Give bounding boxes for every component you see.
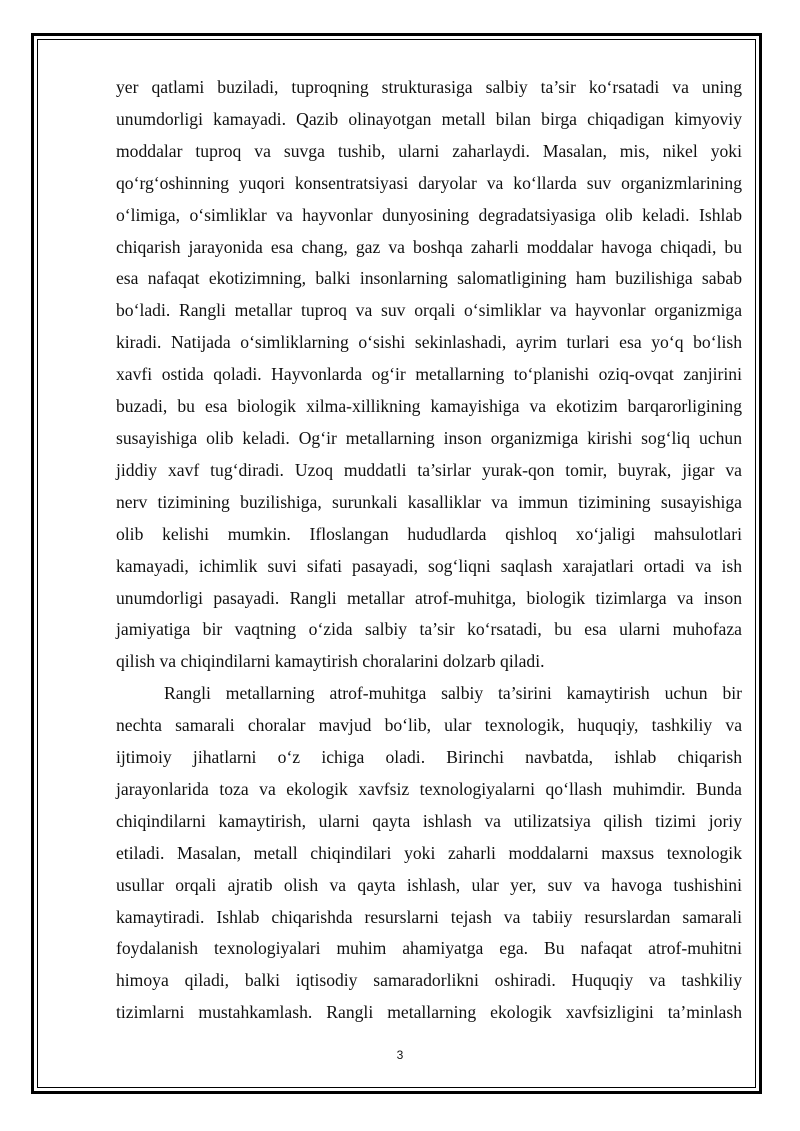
text-line: buzadi, bu esa biologik xilma-xillikning kamayishiga va ekotizim barqarorligining [116, 396, 742, 417]
text-line: bo‘ladi. Rangli metallar tuproq va suv orqali o‘simliklar va hayvonlar organizmiga [116, 300, 742, 321]
page-number: 3 [396, 1048, 404, 1062]
text-line: jarayonlarida toza va ekologik xavfsiz texnologiyalarni qo‘llash muhimdir. Bunda [116, 778, 742, 799]
text-line: chiqarish jarayonida esa chang, gaz va boshqa zaharli moddalar havoga chiqadi, bu [116, 236, 742, 257]
text-line: etiladi. Masalan, metall chiqindilari yoki zaharli moddalarni maxsus texnologik [116, 842, 742, 863]
text-line: unumdorligi kamayadi. Qazib olinayotgan metall bilan birga chiqadigan kimyoviy [116, 108, 742, 129]
text-line: jamiyatiga bir vaqtning o‘zida salbiy ta’sir ko‘rsatadi, bu esa ularni muhofaza [116, 619, 742, 640]
text-line: kiradi. Natijada o‘simliklarning o‘sishi sekinlashadi, ayrim turlari esa yo‘q bo‘lish [116, 332, 742, 353]
text-line: susayishiga olib keladi. Og‘ir metallarning inson organizmiga kirishi sog‘liq uchun [116, 427, 742, 448]
text-line: jiddiy xavf tug‘diradi. Uzoq muddatli ta’sirlar yurak-qon tomir, buyrak, jigar va [116, 459, 742, 480]
text-line: nechta samarali choralar mavjud bo‘lib, ular texnologik, huquqiy, tashkiliy va [116, 715, 742, 736]
paragraph-1 [116, 72, 742, 678]
text-line: Rangli metallarning atrof-muhitga salbiy ta’sirini kamaytirish uchun bir [164, 683, 742, 704]
text-line: o‘limiga, o‘simliklar va hayvonlar dunyosining degradatsiyasiga olib keladi. Ishlab [116, 204, 742, 225]
body-text [116, 72, 742, 1029]
text-line: moddalar tuproq va suvga tushib, ularni zaharlaydi. Masalan, mis, nikel yoki [116, 140, 742, 161]
text-line: chiqindilarni kamaytirish, ularni qayta ishlash va utilizatsiya qilish tizimi joriy [116, 810, 742, 831]
text-line: nerv tizimining buzilishiga, surunkali kasalliklar va immun tizimining susayishiga [116, 491, 742, 512]
text-line: ijtimoiy jihatlarni o‘z ichiga oladi. Birinchi navbatda, ishlab chiqarish [116, 747, 742, 768]
text-line: usullar orqali ajratib olish va qayta ishlash, ular yer, suv va havoga tushishini [116, 874, 742, 895]
text-line: foydalanish texnologiyalari muhim ahamiyatga ega. Bu nafaqat atrof-muhitni [116, 938, 742, 959]
text-line: kamayadi, ichimlik suvi sifati pasayadi, sog‘liqni saqlash xarajatlari ortadi va ish [116, 555, 742, 576]
text-line: kamaytiradi. Ishlab chiqarishda resurslarni tejash va tabiiy resurslardan samarali [116, 906, 742, 927]
text-line: esa nafaqat ekotizimning, balki insonlarning salomatligining ham buzilishiga sabab [116, 268, 742, 289]
paragraph-2 [116, 678, 742, 1029]
text-line: tizimlarni mustahkamlash. Rangli metallarning ekologik xavfsizligini ta’minlash [116, 1002, 742, 1023]
text-line: olib kelishi mumkin. Ifloslangan hududlarda qishloq xo‘jaligi mahsulotlari [116, 523, 742, 544]
text-line: qo‘rg‘oshinning yuqori konsentratsiyasi daryolar va ko‘llarda suv organizmlarining [116, 172, 742, 193]
text-line: unumdorligi pasayadi. Rangli metallar atrof-muhitga, biologik tizimlarga va inson [116, 587, 742, 608]
text-line: qilish va chiqindilarni kamaytirish choralarini dolzarb qiladi. [116, 651, 545, 672]
text-line: yer qatlami buziladi, tuproqning strukturasiga salbiy ta’sir ko‘rsatadi va uning [116, 77, 742, 97]
text-line: himoya qiladi, balki iqtisodiy samaradorlikni oshiradi. Huquqiy va tashkiliy [116, 970, 742, 991]
text-line: xavfi ostida qoladi. Hayvonlarda og‘ir metallarning to‘planishi oziq-ovqat zanjirini [116, 364, 742, 385]
